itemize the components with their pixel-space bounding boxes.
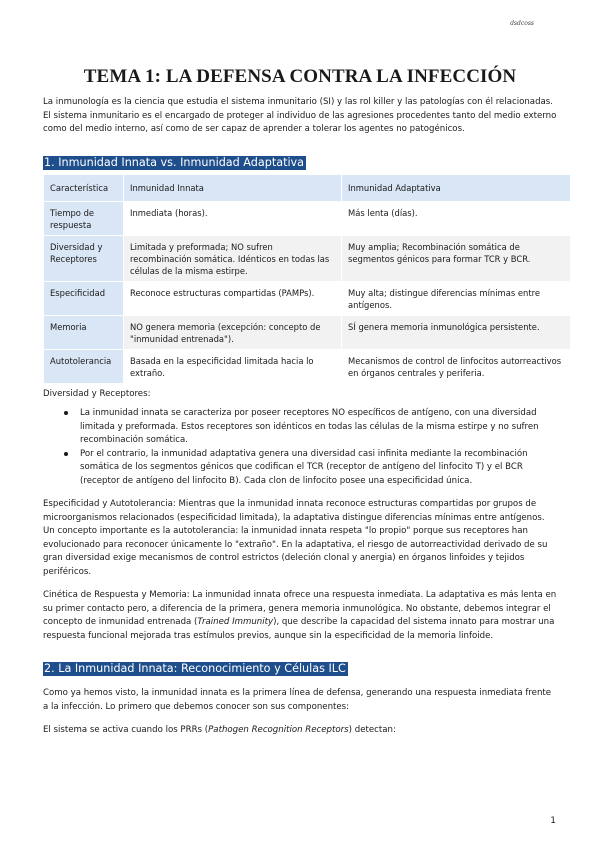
table-header-cell: Característica: [44, 174, 124, 201]
comparison-table: [43, 174, 571, 384]
table-cell: Autotolerancia: [44, 349, 124, 383]
table-row: [44, 201, 571, 235]
table-cell: Tiempo de respuesta: [44, 201, 124, 235]
table-row: [44, 235, 571, 281]
prr-paragraph: El sistema se activa cuando los PRRs (Pathogen Recognition Receptors) detectan:: [43, 725, 396, 735]
table-cell: Reconoce estructuras compartidas (PAMPs).: [124, 281, 342, 315]
specificity-paragraph: Especificidad y Autotolerancia: Mientras que la inmunidad innata reconoce estructuras compartidas por grupos de microorganismos relacionados (especificidad limitada), la adaptativa distingue diferencias mínimas entre antígenos. Un concepto importante es la autotolerancia: la inmunidad innata respeta "lo propio" porque sus receptores han evolucionado para reconocer únicamente lo "extraño". En la adaptativa, el riesgo de autorreactividad derivado de su gran diversidad exige mecanismos de control estrictos (deleción clonal y anergia) en órganos linfoides y tejidos periféricos.: [43, 499, 548, 577]
document-body: [43, 96, 562, 738]
table-header-cell: Inmunidad Innata: [124, 174, 342, 201]
table-header-cell: Inmunidad Adaptativa: [342, 174, 571, 201]
table-cell: SÍ genera memoria inmunológica persistente.: [342, 315, 571, 349]
author-signature: dsdcoss: [510, 20, 534, 27]
kinetics-paragraph: Cinética de Respuesta y Memoria: La inmunidad innata ofrece una respuesta inmediata. La adaptativa es más lenta en su primer contacto pero, a diferencia de la primera, genera memoria inmunológica. No obstante, debemos integrar el concepto de inmunidad entrenada (Trained Immunity), que describe la capacidad del sistema innato para mostrar una respuesta funcional mejorada tras estímulos previos, aunque sin la especificidad de la memoria linfoide.: [43, 590, 557, 641]
table-cell: Diversidad y Receptores: [44, 235, 124, 281]
intro-paragraph: La inmunología es la ciencia que estudia el sistema inmunitario (SI) y las rol killer y las patologías con él relacionadas. El sistema inmunitario es el encargado de proteger al individuo de las agresiones procedentes tanto del medio externo como del medio interno, así como de ser capaz de aprender a tolerar los agentes no patogénicos.: [43, 97, 557, 134]
list-item: Por el contrario, la inmunidad adaptativa genera una diversidad casi infinita mediante la recombinación somática de los segmentos génicos que codifican el TCR (receptor de antígeno del linfocito T) y el BCR (receptor de antígeno del linfocito B). Cada clon de linfocito posee una especificidad única.: [80, 448, 559, 489]
table-row: [44, 315, 571, 349]
table-cell: Muy amplia; Recombinación somática de segmentos génicos para formar TCR y BCR.: [342, 235, 571, 281]
table-header-row: [44, 174, 571, 201]
section-2-intro: Como ya hemos visto, la inmunidad innata es la primera línea de defensa, generando una respuesta inmediata frente a la infección. Lo primero que debemos conocer son sus componentes:: [43, 688, 552, 712]
diversity-subtitle: Diversidad y Receptores:: [43, 388, 151, 399]
table-cell: Mecanismos de control de linfocitos autorreactivos en órganos centrales y periferia.: [342, 349, 571, 383]
diversity-list: [43, 407, 559, 488]
table-cell: Basada en la especificidad limitada hacia lo extraño.: [124, 349, 342, 383]
page-number: 1: [550, 816, 556, 826]
list-item: La inmunidad innata se caracteriza por poseer receptores NO específicos de antígeno, con una diversidad limitada y preformada. Estos receptores son idénticos en todas las células de la misma estirpe y no sufren recombinación somática.: [80, 407, 559, 448]
table-row: [44, 281, 571, 315]
table-cell: Especificidad: [44, 281, 124, 315]
table-cell: Limitada y preformada; NO sufren recombinación somática. Idénticos en todas las células de la misma estirpe.: [124, 235, 342, 281]
section-1-heading: 1. Inmunidad Innata vs. Inmunidad Adaptativa: [44, 155, 305, 169]
table-cell: Muy alta; distingue diferencias mínimas entre antígenos.: [342, 281, 571, 315]
table-cell: NO genera memoria (excepción: concepto de "inmunidad entrenada").: [124, 315, 342, 349]
table-cell: Inmediata (horas).: [124, 201, 342, 235]
page-title: TEMA 1: LA DEFENSA CONTRA LA INFECCIÓN: [83, 66, 517, 87]
table-row: [44, 349, 571, 383]
section-2-heading: 2. La Inmunidad Innata: Reconocimiento y Células ILC: [44, 662, 346, 675]
table-cell: Más lenta (días).: [342, 201, 571, 235]
table-cell: Memoria: [44, 315, 124, 349]
